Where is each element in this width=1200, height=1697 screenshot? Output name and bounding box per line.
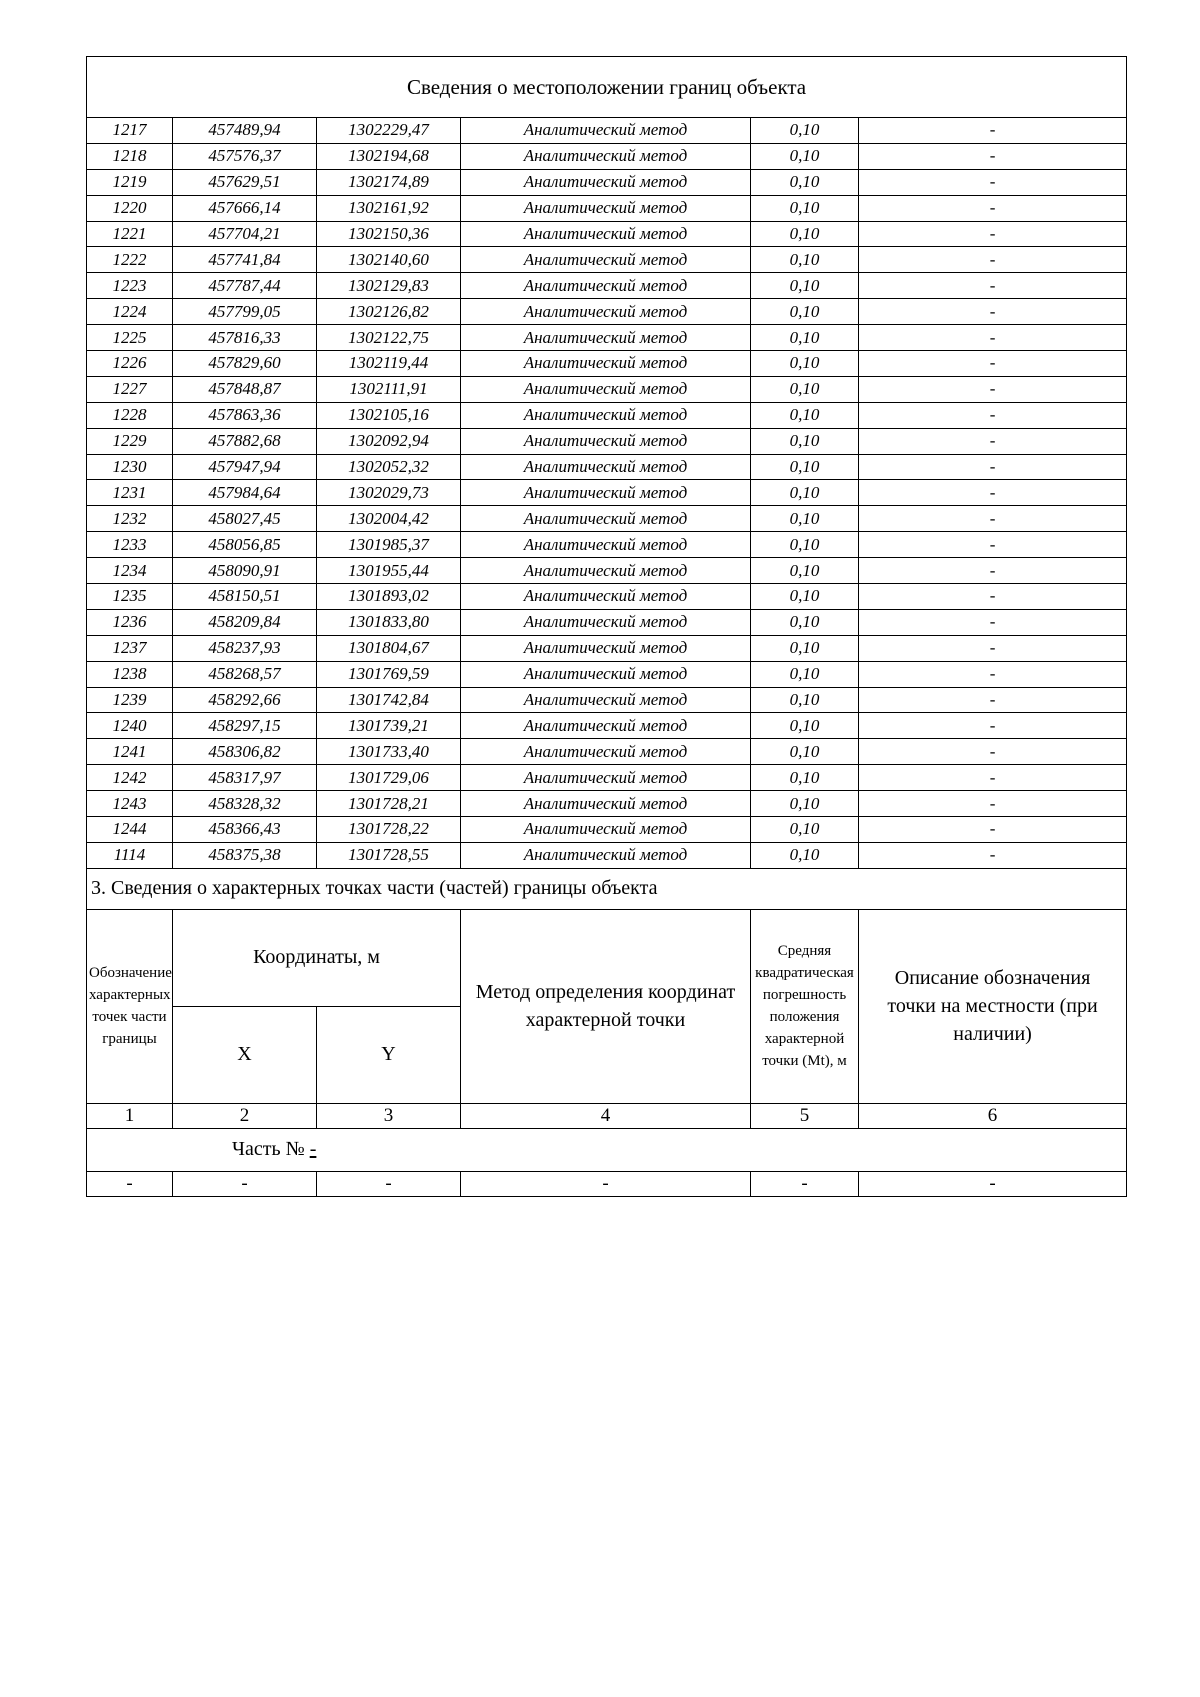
table-row: [87, 376, 1127, 402]
table-row: [87, 609, 1127, 635]
table-row: [87, 247, 1127, 273]
method: Аналитический метод: [461, 791, 751, 817]
header-method: Метод определения координат характерной точки: [461, 909, 751, 1103]
method: Аналитический метод: [461, 299, 751, 325]
method: Аналитический метод: [461, 402, 751, 428]
description: -: [859, 765, 1127, 791]
description: -: [859, 635, 1127, 661]
x-coordinate: 458150,51: [173, 584, 317, 610]
x-coordinate: 458306,82: [173, 739, 317, 765]
error-mt: 0,10: [751, 506, 859, 532]
x-coordinate: 458090,91: [173, 558, 317, 584]
point-number: 1238: [87, 661, 173, 687]
point-number: 1240: [87, 713, 173, 739]
x-coordinate: 457489,94: [173, 118, 317, 144]
section-title: 3. Сведения о характерных точках части (частей) границы объекта: [87, 868, 1127, 909]
y-coordinate: 1301728,55: [317, 842, 461, 868]
y-coordinate: 1301739,21: [317, 713, 461, 739]
error-mt: 0,10: [751, 325, 859, 351]
part-label: Часть №: [232, 1138, 305, 1161]
error-mt: 0,10: [751, 584, 859, 610]
column-number: 4: [461, 1103, 751, 1128]
y-coordinate: 1301733,40: [317, 739, 461, 765]
y-coordinate: 1301769,59: [317, 661, 461, 687]
error-mt: 0,10: [751, 532, 859, 558]
description: -: [859, 402, 1127, 428]
header-coordinates: Координаты, м: [173, 909, 461, 1006]
error-mt: 0,10: [751, 143, 859, 169]
point-number: 1220: [87, 195, 173, 221]
x-coordinate: 457576,37: [173, 143, 317, 169]
x-coordinate: 457848,87: [173, 376, 317, 402]
description: -: [859, 584, 1127, 610]
x-coordinate: 457947,94: [173, 454, 317, 480]
column-number: 5: [751, 1103, 859, 1128]
description: -: [859, 480, 1127, 506]
description: -: [859, 791, 1127, 817]
empty-part-row: [87, 1171, 1127, 1196]
y-coordinate: 1301728,22: [317, 817, 461, 843]
x-coordinate: 457629,51: [173, 169, 317, 195]
error-mt: 0,10: [751, 791, 859, 817]
error-mt: 0,10: [751, 558, 859, 584]
description: -: [859, 221, 1127, 247]
y-coordinate: 1302150,36: [317, 221, 461, 247]
error-mt: 0,10: [751, 609, 859, 635]
description: -: [859, 532, 1127, 558]
y-coordinate: 1301804,67: [317, 635, 461, 661]
error-mt: 0,10: [751, 765, 859, 791]
description: -: [859, 376, 1127, 402]
method: Аналитический метод: [461, 506, 751, 532]
point-number: 1229: [87, 428, 173, 454]
point-number: 1236: [87, 609, 173, 635]
y-coordinate: 1302140,60: [317, 247, 461, 273]
header-x: X: [173, 1006, 317, 1103]
header-y: Y: [317, 1006, 461, 1103]
x-coordinate: 458297,15: [173, 713, 317, 739]
point-number: 1232: [87, 506, 173, 532]
part-row: [87, 1128, 1127, 1171]
header-designation: Обозначение характерных точек части границы: [87, 909, 173, 1103]
table-row: [87, 842, 1127, 868]
description: -: [859, 143, 1127, 169]
method: Аналитический метод: [461, 428, 751, 454]
error-mt: 0,10: [751, 247, 859, 273]
table-row: [87, 635, 1127, 661]
description: -: [859, 247, 1127, 273]
point-number: 1242: [87, 765, 173, 791]
point-number: 1219: [87, 169, 173, 195]
method: Аналитический метод: [461, 376, 751, 402]
method: Аналитический метод: [461, 713, 751, 739]
x-coordinate: 457799,05: [173, 299, 317, 325]
point-number: 1228: [87, 402, 173, 428]
point-number: 1239: [87, 687, 173, 713]
description: -: [859, 325, 1127, 351]
x-coordinate: 458366,43: [173, 817, 317, 843]
column-number: 3: [317, 1103, 461, 1128]
x-coordinate: 457829,60: [173, 351, 317, 377]
table-title-row: [87, 57, 1127, 118]
error-mt: 0,10: [751, 402, 859, 428]
point-number: 1225: [87, 325, 173, 351]
description: -: [859, 118, 1127, 144]
error-mt: 0,10: [751, 480, 859, 506]
y-coordinate: 1302105,16: [317, 402, 461, 428]
description: -: [859, 169, 1127, 195]
point-number: 1233: [87, 532, 173, 558]
description: -: [859, 558, 1127, 584]
point-number: 1237: [87, 635, 173, 661]
y-coordinate: 1302161,92: [317, 195, 461, 221]
point-number: 1222: [87, 247, 173, 273]
table-row: [87, 195, 1127, 221]
method: Аналитический метод: [461, 325, 751, 351]
x-coordinate: 458375,38: [173, 842, 317, 868]
method: Аналитический метод: [461, 817, 751, 843]
y-coordinate: 1301729,06: [317, 765, 461, 791]
x-coordinate: 458292,66: [173, 687, 317, 713]
table-row: [87, 402, 1127, 428]
error-mt: 0,10: [751, 273, 859, 299]
y-coordinate: 1301833,80: [317, 609, 461, 635]
description: -: [859, 842, 1127, 868]
error-mt: 0,10: [751, 739, 859, 765]
table-row: [87, 143, 1127, 169]
point-number: 1217: [87, 118, 173, 144]
x-coordinate: 458056,85: [173, 532, 317, 558]
point-number: 1244: [87, 817, 173, 843]
error-mt: 0,10: [751, 376, 859, 402]
y-coordinate: 1302029,73: [317, 480, 461, 506]
method: Аналитический метод: [461, 273, 751, 299]
y-coordinate: 1301893,02: [317, 584, 461, 610]
column-number: 2: [173, 1103, 317, 1128]
error-mt: 0,10: [751, 428, 859, 454]
y-coordinate: 1302174,89: [317, 169, 461, 195]
y-coordinate: 1302126,82: [317, 299, 461, 325]
x-coordinate: 458209,84: [173, 609, 317, 635]
x-coordinate: 457704,21: [173, 221, 317, 247]
point-number: 1243: [87, 791, 173, 817]
empty-cell: -: [173, 1171, 317, 1196]
error-mt: 0,10: [751, 454, 859, 480]
table-row: [87, 351, 1127, 377]
x-coordinate: 457787,44: [173, 273, 317, 299]
table-row: [87, 480, 1127, 506]
error-mt: 0,10: [751, 842, 859, 868]
point-number: 1223: [87, 273, 173, 299]
description: -: [859, 454, 1127, 480]
method: Аналитический метод: [461, 118, 751, 144]
x-coordinate: 457863,36: [173, 402, 317, 428]
header-error: Средняя квадратическая погрешность положения характерной точки (Mt), м: [751, 909, 859, 1103]
method: Аналитический метод: [461, 454, 751, 480]
point-number: 1235: [87, 584, 173, 610]
table-row: [87, 118, 1127, 144]
x-coordinate: 458317,97: [173, 765, 317, 791]
point-number: 1227: [87, 376, 173, 402]
description: -: [859, 428, 1127, 454]
point-number: 1226: [87, 351, 173, 377]
method: Аналитический метод: [461, 351, 751, 377]
table-row: [87, 817, 1127, 843]
description: -: [859, 506, 1127, 532]
table-row: [87, 713, 1127, 739]
error-mt: 0,10: [751, 687, 859, 713]
table-row: [87, 687, 1127, 713]
table-title: Сведения о местоположении границ объекта: [87, 57, 1127, 118]
empty-cell: -: [87, 1171, 173, 1196]
method: Аналитический метод: [461, 558, 751, 584]
table-row: [87, 325, 1127, 351]
column-number: 1: [87, 1103, 173, 1128]
boundary-coordinates-table: [86, 56, 1127, 1197]
table-row: [87, 273, 1127, 299]
table-row: [87, 739, 1127, 765]
header-row-1: [87, 909, 1127, 1006]
point-number: 1234: [87, 558, 173, 584]
empty-cell: -: [461, 1171, 751, 1196]
error-mt: 0,10: [751, 118, 859, 144]
table-row: [87, 169, 1127, 195]
method: Аналитический метод: [461, 609, 751, 635]
description: -: [859, 273, 1127, 299]
error-mt: 0,10: [751, 635, 859, 661]
y-coordinate: 1302122,75: [317, 325, 461, 351]
table-row: [87, 454, 1127, 480]
table-row: [87, 532, 1127, 558]
x-coordinate: 458027,45: [173, 506, 317, 532]
error-mt: 0,10: [751, 351, 859, 377]
method: Аналитический метод: [461, 169, 751, 195]
empty-cell: -: [751, 1171, 859, 1196]
error-mt: 0,10: [751, 661, 859, 687]
y-coordinate: 1301742,84: [317, 687, 461, 713]
y-coordinate: 1301985,37: [317, 532, 461, 558]
point-number: 1218: [87, 143, 173, 169]
y-coordinate: 1302111,91: [317, 376, 461, 402]
method: Аналитический метод: [461, 842, 751, 868]
column-number: 6: [859, 1103, 1127, 1128]
x-coordinate: 457984,64: [173, 480, 317, 506]
description: -: [859, 351, 1127, 377]
method: Аналитический метод: [461, 480, 751, 506]
part-number: -: [309, 1138, 317, 1161]
point-number: 1114: [87, 842, 173, 868]
table-row: [87, 661, 1127, 687]
method: Аналитический метод: [461, 687, 751, 713]
y-coordinate: 1302052,32: [317, 454, 461, 480]
method: Аналитический метод: [461, 765, 751, 791]
error-mt: 0,10: [751, 299, 859, 325]
description: -: [859, 687, 1127, 713]
x-coordinate: 458237,93: [173, 635, 317, 661]
method: Аналитический метод: [461, 247, 751, 273]
description: -: [859, 661, 1127, 687]
empty-cell: -: [317, 1171, 461, 1196]
description: -: [859, 299, 1127, 325]
y-coordinate: 1302129,83: [317, 273, 461, 299]
error-mt: 0,10: [751, 195, 859, 221]
x-coordinate: 457666,14: [173, 195, 317, 221]
table-row: [87, 506, 1127, 532]
table-row: [87, 428, 1127, 454]
method: Аналитический метод: [461, 661, 751, 687]
description: -: [859, 713, 1127, 739]
description: -: [859, 195, 1127, 221]
y-coordinate: 1302092,94: [317, 428, 461, 454]
x-coordinate: 458268,57: [173, 661, 317, 687]
point-number: 1230: [87, 454, 173, 480]
y-coordinate: 1302119,44: [317, 351, 461, 377]
error-mt: 0,10: [751, 817, 859, 843]
method: Аналитический метод: [461, 143, 751, 169]
x-coordinate: 457741,84: [173, 247, 317, 273]
method: Аналитический метод: [461, 532, 751, 558]
x-coordinate: 457816,33: [173, 325, 317, 351]
description: -: [859, 817, 1127, 843]
method: Аналитический метод: [461, 635, 751, 661]
error-mt: 0,10: [751, 169, 859, 195]
point-number: 1241: [87, 739, 173, 765]
description: -: [859, 739, 1127, 765]
error-mt: 0,10: [751, 713, 859, 739]
table-row: [87, 558, 1127, 584]
table-row: [87, 584, 1127, 610]
point-number: 1231: [87, 480, 173, 506]
section-title-row: [87, 868, 1127, 909]
description: -: [859, 609, 1127, 635]
column-number-row: [87, 1103, 1127, 1128]
y-coordinate: 1302229,47: [317, 118, 461, 144]
method: Аналитический метод: [461, 739, 751, 765]
empty-cell: -: [859, 1171, 1127, 1196]
y-coordinate: 1302194,68: [317, 143, 461, 169]
header-description: Описание обозначения точки на местности (при наличии): [859, 909, 1127, 1103]
y-coordinate: 1301728,21: [317, 791, 461, 817]
table-row: [87, 791, 1127, 817]
x-coordinate: 458328,32: [173, 791, 317, 817]
y-coordinate: 1301955,44: [317, 558, 461, 584]
error-mt: 0,10: [751, 221, 859, 247]
x-coordinate: 457882,68: [173, 428, 317, 454]
point-number: 1224: [87, 299, 173, 325]
method: Аналитический метод: [461, 195, 751, 221]
part-label-cell: [87, 1128, 1127, 1171]
table-row: [87, 299, 1127, 325]
method: Аналитический метод: [461, 221, 751, 247]
point-number: 1221: [87, 221, 173, 247]
method: Аналитический метод: [461, 584, 751, 610]
y-coordinate: 1302004,42: [317, 506, 461, 532]
table-row: [87, 221, 1127, 247]
table-row: [87, 765, 1127, 791]
